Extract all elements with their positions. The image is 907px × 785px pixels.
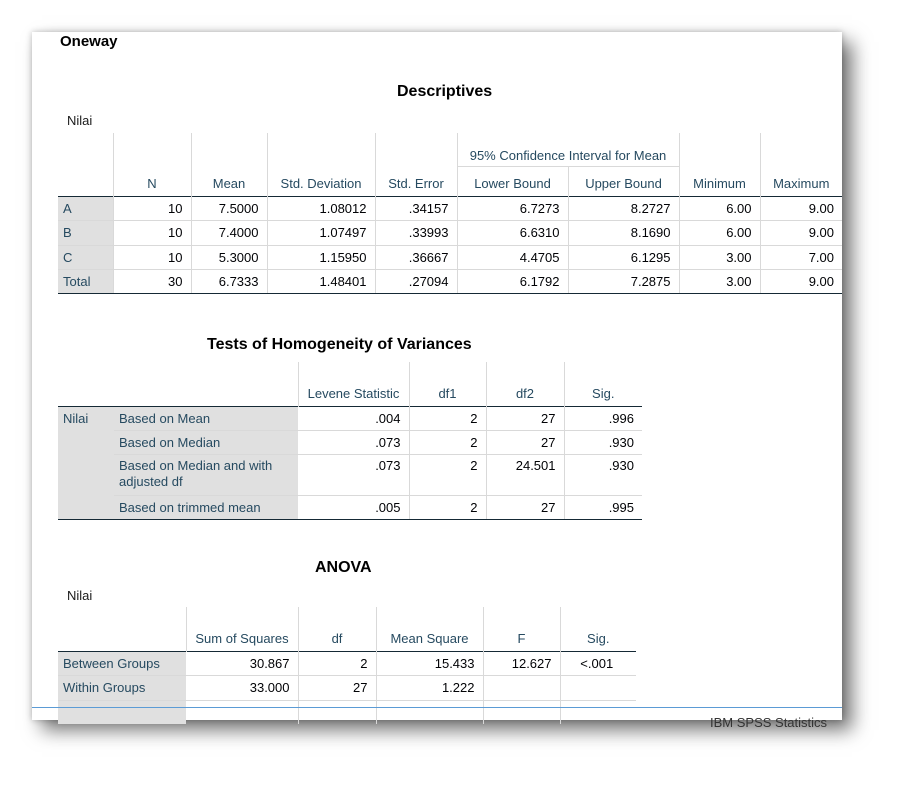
cell: .073 (298, 454, 409, 495)
cell: 27 (486, 406, 564, 430)
cell: 10 (113, 196, 191, 220)
cell: .930 (564, 454, 642, 495)
cell: .34157 (375, 196, 457, 220)
cell: <.001 (560, 651, 636, 675)
cell: .36667 (375, 245, 457, 269)
col-maximum: Maximum (760, 133, 842, 196)
cell: 24.501 (486, 454, 564, 495)
cell: 3.00 (679, 269, 760, 293)
cell: 10 (113, 245, 191, 269)
col-n: N (113, 133, 191, 196)
cell: 9.00 (760, 220, 842, 245)
cell: 7.00 (760, 245, 842, 269)
table-row (58, 220, 842, 245)
col-df: df (298, 607, 376, 651)
table-row-partial (58, 700, 636, 724)
col-mean-square: Mean Square (376, 607, 483, 651)
row-label: Based on Median and with adjusted df (114, 454, 298, 495)
cell: 2 (298, 651, 376, 675)
row-label: A (58, 196, 113, 220)
cell: 6.00 (679, 196, 760, 220)
cell: .33993 (375, 220, 457, 245)
homogeneity-table (58, 362, 642, 520)
table-row (58, 675, 636, 700)
descriptives-table (58, 133, 842, 294)
cell: 33.000 (186, 675, 298, 700)
cell: 6.7273 (457, 196, 568, 220)
cell: 27 (486, 495, 564, 519)
cell: 3.00 (679, 245, 760, 269)
cell: 6.1792 (457, 269, 568, 293)
row-label: Within Groups (58, 675, 186, 700)
table-row (58, 196, 842, 220)
status-bar-text: IBM SPSS Statistics (710, 715, 828, 730)
cell: 1.08012 (267, 196, 375, 220)
homogeneity-title: Tests of Homogeneity of Variances (207, 336, 472, 353)
anova-variable: Nilai (67, 588, 93, 603)
cell: .073 (298, 430, 409, 454)
col-df1: df1 (409, 362, 486, 406)
col-df2: df2 (486, 362, 564, 406)
cell: 4.4705 (457, 245, 568, 269)
cell: 15.433 (376, 651, 483, 675)
output-viewer (32, 32, 842, 730)
row-label: Between Groups (58, 651, 186, 675)
cell: .004 (298, 406, 409, 430)
cell: .005 (298, 495, 409, 519)
cell: 6.6310 (457, 220, 568, 245)
cell (560, 675, 636, 700)
col-confidence-interval: 95% Confidence Interval for Mean (457, 133, 679, 166)
col-lower-bound: Lower Bound (457, 166, 568, 196)
row-label: Based on trimmed mean (114, 495, 298, 519)
col-levene-statistic: Levene Statistic (298, 362, 409, 406)
table-row (58, 430, 642, 454)
cell: 1.07497 (267, 220, 375, 245)
section-title: Oneway (60, 33, 118, 50)
col-sig: Sig. (560, 607, 636, 651)
table-row (58, 495, 642, 519)
cell: 6.7333 (191, 269, 267, 293)
cell: 6.00 (679, 220, 760, 245)
table-row (58, 269, 842, 293)
col-f: F (483, 607, 560, 651)
cell: 2 (409, 495, 486, 519)
cell: 2 (409, 430, 486, 454)
cell (483, 675, 560, 700)
row-label: Total (58, 269, 113, 293)
col-std-error: Std. Error (375, 133, 457, 196)
col-mean: Mean (191, 133, 267, 196)
cell: 8.2727 (568, 196, 679, 220)
cell: 8.1690 (568, 220, 679, 245)
col-std-deviation: Std. Deviation (267, 133, 375, 196)
cell: 30 (113, 269, 191, 293)
table-row (58, 454, 642, 495)
cell: 27 (486, 430, 564, 454)
cell: .995 (564, 495, 642, 519)
cell: 2 (409, 454, 486, 495)
cell: 7.5000 (191, 196, 267, 220)
cell: 7.4000 (191, 220, 267, 245)
descriptives-title: Descriptives (397, 83, 493, 100)
anova-title: ANOVA (315, 559, 372, 576)
col-upper-bound: Upper Bound (568, 166, 679, 196)
cell: 2 (409, 406, 486, 430)
cell: 1.48401 (267, 269, 375, 293)
cell: 9.00 (760, 196, 842, 220)
cell: 5.3000 (191, 245, 267, 269)
cell: 7.2875 (568, 269, 679, 293)
col-sum-of-squares: Sum of Squares (186, 607, 298, 651)
col-minimum: Minimum (679, 133, 760, 196)
cell: 1.222 (376, 675, 483, 700)
cell: 9.00 (760, 269, 842, 293)
cell: 27 (298, 675, 376, 700)
table-row (58, 651, 636, 675)
row-label: Based on Mean (114, 406, 298, 430)
cell: .27094 (375, 269, 457, 293)
row-group-label: Nilai (58, 406, 114, 519)
cell: .930 (564, 430, 642, 454)
cell: .996 (564, 406, 642, 430)
cell: 6.1295 (568, 245, 679, 269)
cell: 30.867 (186, 651, 298, 675)
col-sig: Sig. (564, 362, 642, 406)
table-row (58, 406, 642, 430)
cell: 12.627 (483, 651, 560, 675)
row-label: C (58, 245, 113, 269)
row-label: Based on Median (114, 430, 298, 454)
row-label: B (58, 220, 113, 245)
status-divider (32, 707, 842, 708)
descriptives-variable: Nilai (67, 113, 93, 128)
cell: 1.15950 (267, 245, 375, 269)
cell: 10 (113, 220, 191, 245)
table-row (58, 245, 842, 269)
